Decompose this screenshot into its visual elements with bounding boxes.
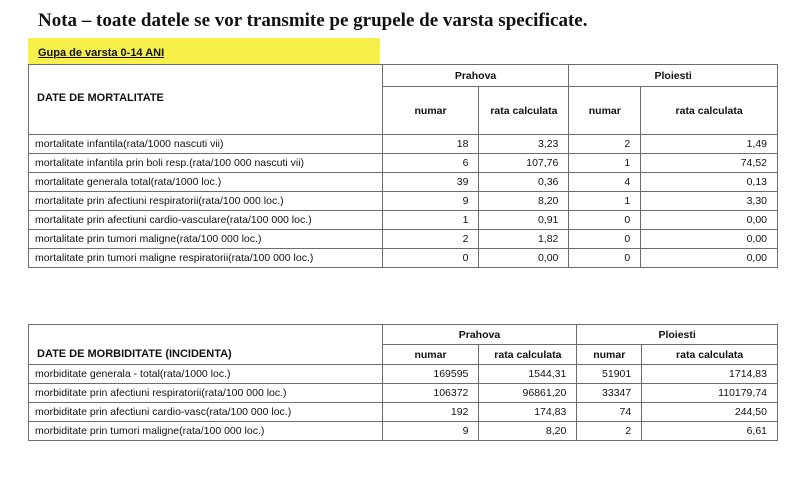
table-row [29,230,778,249]
cell-ploiesti-count: 0 [569,230,641,249]
cell-prahova-rate: 1,82 [479,230,569,249]
morbidity-col-rate-ploiesti: rata calculata [642,345,778,365]
cell-ploiesti-rate: 110179,74 [642,384,778,403]
cell-prahova-rate: 0,36 [479,173,569,192]
cell-prahova-rate: 96861,20 [479,384,577,403]
mortality-col-rate-prahova: rata calculata [479,87,569,135]
cell-prahova-count: 9 [382,422,479,441]
morbidity-col-rate-prahova: rata calculata [479,345,577,365]
cell-prahova-rate: 0,00 [479,249,569,268]
cell-ploiesti-count: 0 [569,249,641,268]
mortality-col-count-ploiesti: numar [569,87,641,135]
cell-ploiesti-rate: 6,61 [642,422,778,441]
table-row [29,173,778,192]
cell-prahova-count: 106372 [382,384,479,403]
cell-prahova-count: 0 [382,249,479,268]
row-label: morbiditate prin tumori maligne(rata/100 000 loc.) [29,422,383,441]
cell-prahova-rate: 174,83 [479,403,577,422]
table-row [29,249,778,268]
mortality-region-prahova: Prahova [382,65,569,87]
table-row [29,192,778,211]
row-label: morbiditate prin afectiuni respiratorii(rata/100 000 loc.) [29,384,383,403]
cell-prahova-rate: 0,91 [479,211,569,230]
cell-ploiesti-rate: 3,30 [641,192,778,211]
morbidity-table [28,324,778,441]
cell-ploiesti-count: 1 [569,192,641,211]
cell-prahova-count: 169595 [382,365,479,384]
cell-ploiesti-rate: 0,00 [641,249,778,268]
table-row [29,154,778,173]
mortality-col-rate-ploiesti: rata calculata [641,87,778,135]
cell-ploiesti-rate: 0,13 [641,173,778,192]
morbidity-col-count-prahova: numar [382,345,479,365]
cell-prahova-count: 6 [382,154,479,173]
table-row [29,403,778,422]
mortality-region-ploiesti: Ploiesti [569,65,778,87]
cell-prahova-rate: 107,76 [479,154,569,173]
mortality-section-title: DATE DE MORTALITATE [29,65,383,135]
age-group-label [28,38,380,64]
cell-ploiesti-count: 2 [569,135,641,154]
table-row [29,384,778,403]
cell-ploiesti-count: 51901 [577,365,642,384]
cell-prahova-count: 18 [382,135,479,154]
morbidity-region-prahova: Prahova [382,325,577,345]
cell-prahova-rate: 8,20 [479,422,577,441]
cell-prahova-rate: 1544,31 [479,365,577,384]
cell-ploiesti-rate: 244,50 [642,403,778,422]
mortality-col-count-prahova: numar [382,87,479,135]
cell-ploiesti-count: 74 [577,403,642,422]
cell-prahova-count: 39 [382,173,479,192]
row-label: morbiditate generala - total(rata/1000 loc.) [29,365,383,384]
cell-prahova-rate: 3,23 [479,135,569,154]
row-label: mortalitate prin afectiuni cardio-vasculare(rata/100 000 loc.) [29,211,383,230]
cell-ploiesti-count: 2 [577,422,642,441]
cell-ploiesti-count: 0 [569,211,641,230]
age-group-text: Gupa de varsta 0-14 ANI [38,47,165,59]
table-row [29,135,778,154]
cell-ploiesti-count: 1 [569,154,641,173]
row-label: mortalitate prin tumori maligne respiratorii(rata/100 000 loc.) [29,249,383,268]
cell-prahova-count: 192 [382,403,479,422]
row-label: morbiditate prin afectiuni cardio-vasc(rata/100 000 loc.) [29,403,383,422]
cell-ploiesti-rate: 1,49 [641,135,778,154]
row-label: mortalitate prin afectiuni respiratorii(rata/100 000 loc.) [29,192,383,211]
cell-prahova-rate: 8,20 [479,192,569,211]
page-title: Nota – toate datele se vor transmite pe grupele de varsta specificate. [38,10,588,31]
cell-ploiesti-count: 33347 [577,384,642,403]
row-label: mortalitate infantila(rata/1000 nascuti vii) [29,135,383,154]
morbidity-section-title: DATE DE MORBIDITATE (INCIDENTA) [29,325,383,365]
mortality-table [28,64,778,268]
table-row [29,211,778,230]
cell-prahova-count: 1 [382,211,479,230]
table-row [29,365,778,384]
cell-ploiesti-rate: 1714,83 [642,365,778,384]
row-label: mortalitate prin tumori maligne(rata/100 000 loc.) [29,230,383,249]
cell-ploiesti-rate: 0,00 [641,230,778,249]
cell-ploiesti-count: 4 [569,173,641,192]
table-row [29,422,778,441]
cell-prahova-count: 2 [382,230,479,249]
morbidity-col-count-ploiesti: numar [577,345,642,365]
cell-ploiesti-rate: 74,52 [641,154,778,173]
morbidity-region-ploiesti: Ploiesti [577,325,778,345]
row-label: mortalitate generala total(rata/1000 loc.) [29,173,383,192]
cell-prahova-count: 9 [382,192,479,211]
row-label: mortalitate infantila prin boli resp.(rata/100 000 nascuti vii) [29,154,383,173]
cell-ploiesti-rate: 0,00 [641,211,778,230]
